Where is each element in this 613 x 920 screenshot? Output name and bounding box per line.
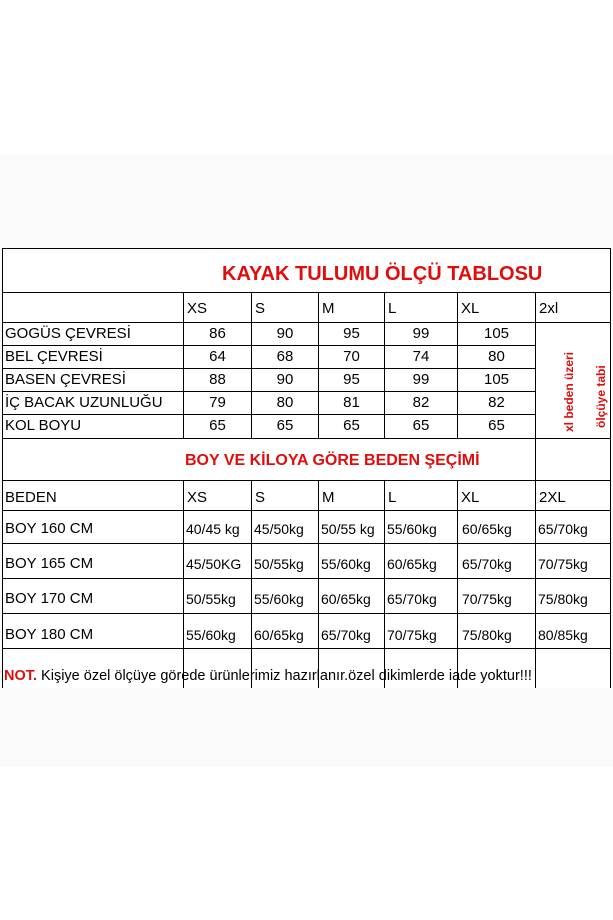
table-cell: 40/45 kg	[186, 521, 240, 537]
note-prefix: NOT.	[4, 668, 38, 684]
size-header-xs: XS	[187, 489, 208, 506]
table-cell: 65	[209, 417, 226, 434]
size-header-s: S	[255, 300, 266, 317]
selection-chart-title: BOY VE KİLOYA GÖRE BEDEN ŞEÇİMİ	[185, 452, 480, 469]
table-cell: 65	[488, 417, 505, 434]
table-cell: 60/65kg	[254, 627, 304, 643]
table-cell: 60/65kg	[321, 591, 371, 607]
table-cell: 45/50kg	[254, 521, 304, 537]
table-cell: 60/65kg	[462, 521, 512, 537]
table-cell: 90	[276, 325, 294, 342]
table-cell: 99	[412, 325, 430, 342]
size-header-l: L	[388, 300, 397, 317]
row-label: GOGÜS ÇEVRESİ	[5, 325, 131, 342]
table-cell: 75/80kg	[462, 627, 512, 643]
table-cell: 70/75kg	[387, 627, 437, 643]
table-cell: 65/70kg	[538, 521, 588, 537]
table-cell: 65	[343, 417, 360, 434]
table-cell: 90	[276, 371, 294, 388]
size-header-xs: XS	[187, 300, 208, 317]
size-header-2xl: 2XL	[539, 489, 566, 506]
table-cell: 55/60kg	[387, 521, 437, 537]
table-cell: 81	[343, 394, 360, 411]
table-cell: 55/60kg	[186, 627, 236, 643]
xl-size-note	[559, 348, 611, 432]
table-cell: 64	[209, 348, 226, 365]
table-cell: 99	[412, 371, 430, 388]
table-cell: 82	[412, 394, 430, 411]
table-cell: 80	[488, 348, 505, 365]
table-cell: 105	[483, 371, 510, 388]
size-chart-title: KAYAK TULUMU ÖLÇÜ TABLOSU	[222, 263, 543, 285]
row-label: BOY 160 CM	[5, 520, 94, 537]
table-cell: 60/65kg	[387, 556, 437, 572]
table-cell: 82	[488, 394, 505, 411]
size-header-xl: XL	[461, 300, 480, 317]
bottom-margin	[0, 767, 613, 920]
table-cell: 80/85kg	[538, 627, 588, 643]
row-label: BOY 165 CM	[5, 555, 94, 572]
table-cell: 65/70kg	[462, 556, 512, 572]
table-cell: 68	[276, 348, 294, 365]
table-cell: 45/50KG	[186, 556, 242, 572]
row-label: İÇ BACAK UZUNLUĞU	[5, 394, 163, 411]
size-header-xl: XL	[461, 489, 480, 506]
table-cell: 86	[209, 325, 226, 342]
row-label: KOL BOYU	[5, 417, 82, 434]
table-cell: 70/75kg	[538, 556, 588, 572]
table-cell: 75/80kg	[538, 591, 588, 607]
table-cell: 65	[276, 417, 294, 434]
table-cell: 95	[343, 325, 360, 342]
row-label: BEL ÇEVRESİ	[5, 348, 103, 365]
row-label: BOY 180 CM	[5, 626, 94, 643]
size-header-m: M	[322, 489, 335, 506]
size-header-2xl: 2xl	[539, 300, 559, 317]
size-header-m: M	[322, 300, 335, 317]
table-cell: 65/70kg	[321, 627, 371, 643]
top-margin	[0, 0, 613, 155]
footer-note	[4, 668, 532, 684]
beden-header: BEDEN	[5, 489, 57, 506]
note-text: Kişiye özel ölçüye görede ürünlerimiz hazırlanır.özel dikimlerde iade yoktur!!!	[37, 668, 532, 684]
table-cell: 105	[483, 325, 510, 342]
row-label: BASEN ÇEVRESİ	[5, 371, 126, 388]
size-header-l: L	[388, 489, 397, 506]
table-cell: 55/60kg	[321, 556, 371, 572]
table-cell: 70/75kg	[462, 591, 512, 607]
xl-size-note-line2: ölçüye tabi	[594, 365, 608, 428]
table-cell: 65/70kg	[387, 591, 437, 607]
table-cell: 80	[276, 394, 294, 411]
table-cell: 70	[343, 348, 360, 365]
xl-size-note-line1: xl beden üzeri	[562, 351, 576, 432]
table-cell: 79	[209, 394, 226, 411]
table-cell: 74	[412, 348, 430, 365]
table-cell: 65	[412, 417, 430, 434]
table-cell: 50/55kg	[186, 591, 236, 607]
size-header-s: S	[255, 489, 266, 506]
table-cell: 55/60kg	[254, 591, 304, 607]
table-cell: 95	[343, 371, 360, 388]
table-cell: 88	[209, 371, 226, 388]
table-cell: 50/55kg	[254, 556, 304, 572]
row-label: BOY 170 CM	[5, 590, 94, 607]
table-cell: 50/55 kg	[321, 521, 375, 537]
